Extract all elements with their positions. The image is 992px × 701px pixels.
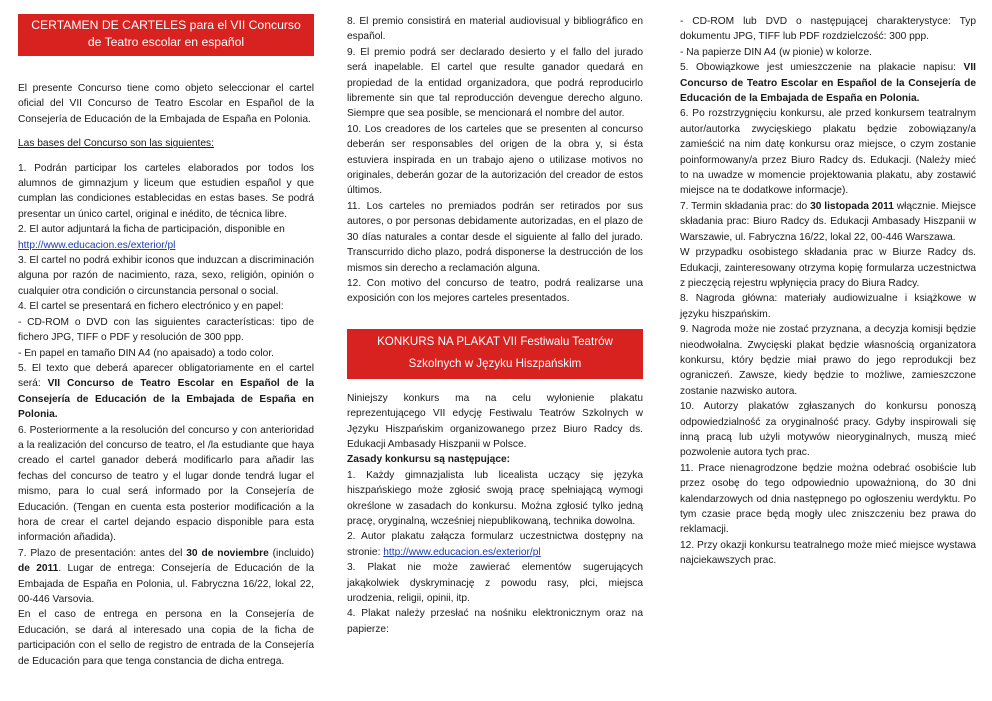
zasada-5-required-text: VII Concurso de Teatro Escolar en Español de la Consejería de Educación de la Embajada de España en Polonia. bbox=[680, 62, 976, 105]
zasada-5-text: 5. Obowiązkowe jest umieszczenie na plakacie napisu: bbox=[680, 62, 957, 74]
zasada-11: 11. Prace nienagrodzone będzie można odebrać osobiście lub przez osobę do tego odpowiednio upoważnioną, do 30 dni kalendarzowych od dnia następnego po ogłoszeniu werdyktu. Po tym czasie prace będą mogły ulec zniszczeniu bez prawa do reklamacji. bbox=[680, 462, 976, 536]
base-7-date: 30 de noviembre bbox=[186, 547, 269, 559]
participation-link-es[interactable]: http://www.educacion.es/exterior/pl bbox=[18, 239, 176, 251]
zasada-10: 10. Autorzy plakatów zgłaszanych do konkursu ponoszą odpowiedzialność za oryginalność pracy. Gdyby inspirowali się inną pracą lub użyli motywów nieoryginalnych, muszą mieć pozwolenie autora tych prac. bbox=[680, 401, 976, 459]
base-7-text: 7. Plazo de presentación: antes del bbox=[18, 547, 183, 559]
zasada-7-date: 30 listopada 2011 bbox=[810, 200, 894, 212]
base-4b: - En papel en tamaño DIN A4 (no apaisado) a todo color. bbox=[18, 347, 274, 359]
zasada-9: 9. Nagroda może nie zostać przyznana, a decyzja komisji będzie nieodwołalna. Zwycięski plakat będzie własnością organizatora konkursu, który będzie miał prawo do jego reprodukcji bez ograniczeń. Zawsze, kiedy będzie to możliwe, zamieszczone zostanie nazwisko autora. bbox=[680, 324, 976, 397]
base-11: 11. Los carteles no premiados podrán ser retirados por sus autores, o por personas debidamente autorizadas, en el plazo de 30 días naturales a contar desde el siguiente al fallo del jurado. Transcurrido dicho plazo, podrá disponerse la destrucción de los mismos sin derecho a reclamación alguna. bbox=[347, 200, 643, 274]
base-4: 4. El cartel se presentará en fichero electrónico y en papel: bbox=[18, 301, 284, 313]
base-2-text: 2. El autor adjuntará la ficha de participación, disponible en bbox=[18, 224, 285, 236]
polish-title-box: KONKURS NA PLAKAT VII Festiwalu Teatrów Szkolnych w Języku Hiszpańskim bbox=[347, 329, 643, 379]
base-10: 10. Los creadores de los carteles que se presenten al concurso deberán ser responsables del origen de la obra y, si ésta estuviera inspirada en un trabajo ajeno o utilizase motivos no originales, deberán gozar de la autorización del creador de estos últimos. bbox=[347, 123, 643, 197]
base-7-included: (incluido) bbox=[272, 547, 314, 559]
participation-link-pl[interactable]: http://www.educacion.es/exterior/pl bbox=[383, 546, 541, 558]
base-7 bbox=[18, 546, 314, 608]
zasada-7 bbox=[680, 199, 976, 245]
zasada-7-personal: W przypadku osobistego składania prac w Biurze Radcy ds. Edukacji, zainteresowany otrzyma kopię formularza uczestnictwa z pieczęcią rejestru wpłynięcia pracy do Biura Radcy. bbox=[680, 247, 976, 289]
column-spanish-part2-polish-part1 bbox=[347, 14, 643, 637]
zasada-4a: - CD-ROM lub DVD o następującej charakterystyce: Typ dokumentu JPG, TIFF lub PDF rozdzielczość: 300 ppp. bbox=[680, 16, 976, 43]
zasady-heading: Zasady konkursu są następujące: bbox=[347, 454, 511, 466]
column-polish-part2 bbox=[680, 14, 976, 569]
zasada-8: 8. Nagroda główna: materiały audiowizualne i książkowe w języku hiszpańskim. bbox=[680, 293, 976, 320]
zasada-5 bbox=[680, 60, 976, 106]
polish-intro: Niniejszy konkurs ma na celu wyłonienie plakatu reprezentującego VII edycję Festiwalu Teatrów Szkolnych w Języku Hiszpańskim organizowanego przez Biuro Radcy ds. Edukacji Ambasady Hiszpanii w Polsce. bbox=[347, 392, 643, 450]
zasada-4: 4. Plakat należy przesłać na nośniku elektronicznym oraz na papierze: bbox=[347, 608, 643, 635]
base-7-personal: En el caso de entrega en persona en la Consejería de Educación, se dará al interesado una copia de la ficha de participación con el sello de registro de entrada de la Consejería de Educación para que tenga constancia de dicha entrega. bbox=[18, 609, 314, 667]
zasada-2-text: 2. Autor plakatu załącza formularz uczestnictwa dostępny na stronie: bbox=[347, 531, 643, 558]
column-spanish-part1 bbox=[18, 14, 314, 669]
base-5 bbox=[18, 361, 314, 423]
spanish-title-box: CERTAMEN DE CARTELES para el VII Concurso de Teatro escolar en español bbox=[18, 14, 314, 56]
base-5-required-text: VII Concurso de Teatro Escolar en Español de la Consejería de Educación de la Embajada de España en Polonia. bbox=[18, 378, 314, 421]
bases-heading: Las bases del Concurso son las siguientes: bbox=[18, 138, 214, 150]
base-3: 3. El cartel no podrá exhibir iconos que induzcan a discriminación alguna por razón de nacimiento, raza, sexo, religión, opinión o cualquier otra condición o circunstancia personal o social. bbox=[18, 255, 314, 297]
base-8: 8. El premio consistirá en material audiovisual y bibliográfico en español. bbox=[347, 16, 643, 43]
zasada-1: 1. Każdy gimnazjalista lub licealista uczący się języka hiszpańskiego może zgłosić swoją pracę spełniającą wymogi określone w zasadach do konkursu. Można zgłosić tylko jedną pracę, oryginalną, wcześniej niepublikowaną, technika dowolna. bbox=[347, 469, 643, 527]
zasada-7-place: włącznie. Miejsce składania prac: Biuro Radcy ds. Edukacji Ambasady Hiszpanii w Warszawie, ul. Fabryczna 16/22, lokal 22, 00-446 Warszawa. bbox=[680, 200, 976, 243]
base-9: 9. El premio podrá ser declarado desierto y el fallo del jurado será inapelable. El cartel que resulte ganador quedará en propiedad de la entidad organizadora, que podrá reproducirlo libremente sin que tal reproducción devengue derecho alguno. Siempre que sea posible, se mencionará el nombre del autor. bbox=[347, 46, 643, 120]
zasada-6: 6. Po rozstrzygnięciu konkursu, ale przed konkursem teatralnym autor/autorka zwycięskiego plakatu będzie zobowiązany/a zamieścić na nim datę konkursu oraz miejsce, o czym zostanie poinformowany/a przez Biuro Radcy ds. Edukacji. (Należy mieć to na uwadze w momencie projektowania plakatu, aby zostawić miejsce na te dodatkowe informacje). bbox=[680, 108, 976, 197]
zasada-7-text: 7. Termin składania prac: do bbox=[680, 200, 808, 212]
zasada-12: 12. Przy okazji konkursu teatralnego może mieć miejsce wystawa najciekawszych prac. bbox=[680, 539, 976, 567]
spanish-intro: El presente Concurso tiene como objeto seleccionar el cartel oficial del VII Concurso de Teatro Escolar en Español de la Consejería de Educación de la Embajada de España en Polonia. bbox=[18, 83, 314, 125]
base-1: 1. Podrán participar los carteles elaborados por todos los alumnos de gimnazjum y liceum que estudien español y que cumplan las condiciones establecidas en estas bases. Se podrá presentar un único cartel, original e inédito, de técnica libre. bbox=[18, 162, 314, 220]
base-7-year: de 2011 bbox=[18, 563, 59, 575]
zasada-3: 3. Plakat nie może zawierać elementów sugerujących jakąkolwiek dyskryminację z powodu rasy, płci, miejsca urodzenia, religii, opinii, itp. bbox=[347, 562, 643, 604]
base-6: 6. Posteriormente a la resolución del concurso y con anterioridad a la realización del concurso de teatro, el /la estudiante que haya creado el cartel ganador deberá modificarlo para añadir las fechas del concurso de teatro y el lugar donde tendrá lugar el mismo, para lo cual será informado por la Consejería de Educación. (Tengan en cuenta esta posterior modificación a la hora de crear el cartel dejando espacio disponible para esta información añadida). bbox=[18, 424, 314, 544]
base-4a: - CD-ROM o DVD con las siguientes características: tipo de fichero JPG, TIFF o PDF y resolución de 300 ppp. bbox=[18, 316, 314, 344]
zasada-4b: - Na papierze DIN A4 (w pionie) w kolorze. bbox=[680, 46, 872, 58]
base-5-text: 5. El texto que deberá aparecer obligatoriamente en el cartel será: bbox=[18, 362, 314, 390]
zasada-2 bbox=[347, 529, 643, 560]
base-2 bbox=[18, 222, 314, 253]
base-7-place: . Lugar de entrega: Consejería de Educación de la Embajada de España en Polonia, ul. Fabryczna 16/22, lokal 22, 00-446 Varsovia. bbox=[18, 563, 314, 605]
base-12: 12. Con motivo del concurso de teatro, podrá realizarse una exposición con los mejores carteles presentados. bbox=[347, 277, 643, 305]
